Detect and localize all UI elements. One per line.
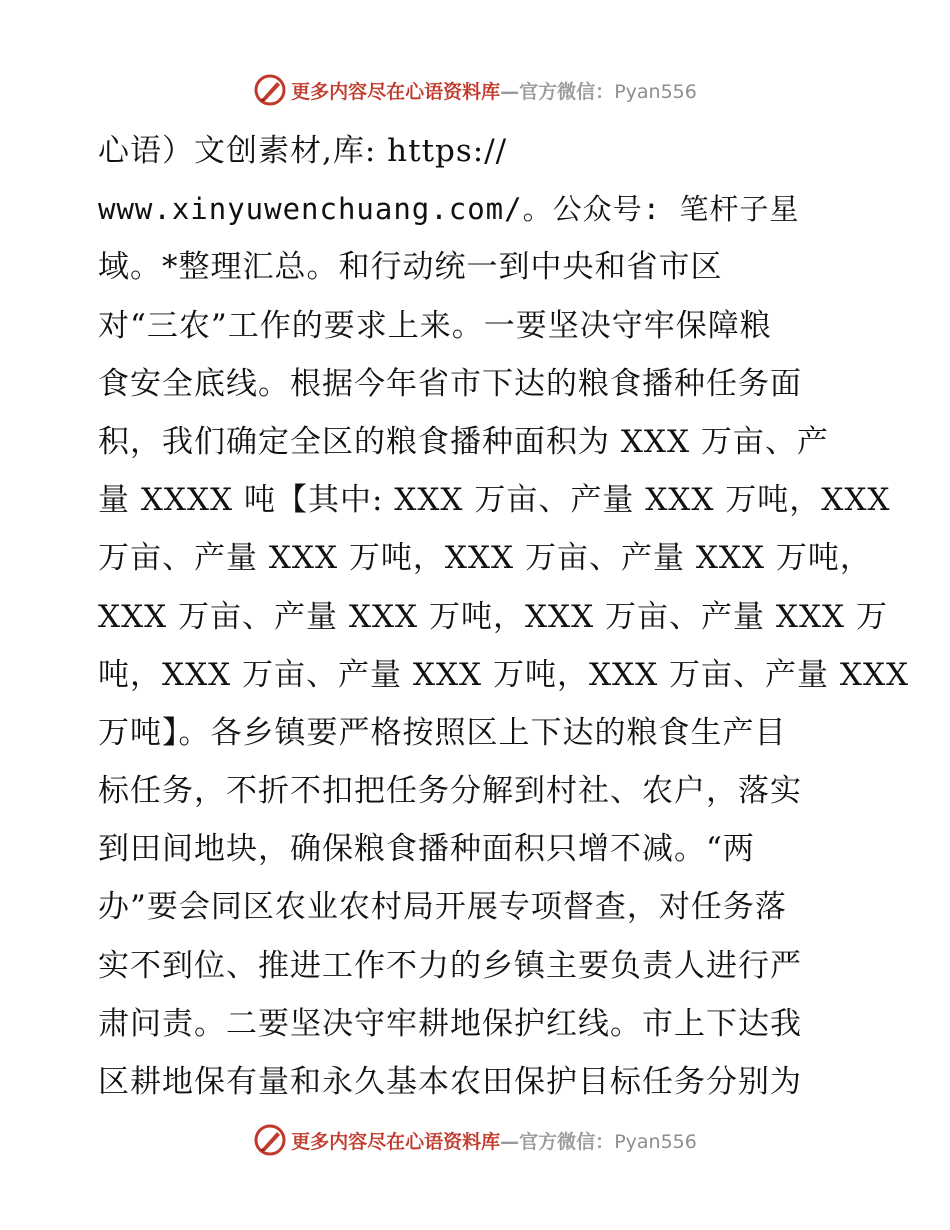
body-line-14: 办”要会同区农业农村局开展专项督查，对任务落 [98, 889, 787, 926]
pen-logo-icon [253, 73, 287, 107]
footer-separator: — [500, 1130, 520, 1153]
header-wechat-handle: Pyan556 [614, 80, 697, 103]
header-tagline: 更多内容尽在心语资料库 [291, 80, 501, 103]
pen-logo-icon [253, 1123, 287, 1157]
document-body [98, 122, 910, 1111]
header-wechat-label: 官方微信： [519, 80, 615, 103]
body-line-5: 食安全底线。根据今年省市下达的粮食播种任务面 [98, 365, 802, 402]
footer-watermark-banner [0, 1120, 950, 1160]
body-line-10: 吨，XXX 万亩、产量 XXX 万吨，XXX 万亩、产量 XXX [98, 656, 910, 693]
body-line-13: 到田间地块，确保粮食播种面积只增不减。“两 [98, 831, 755, 868]
footer-tagline: 更多内容尽在心语资料库 [291, 1130, 501, 1153]
body-line-8: 万亩、产量 XXX 万吨，XXX 万亩、产量 XXX 万吨， [98, 540, 872, 577]
header-watermark-banner [0, 70, 950, 110]
header-separator: — [500, 80, 520, 103]
body-line-17: 区耕地保有量和永久基本农田保护目标任务分别为 [98, 1064, 802, 1100]
body-line-6: 积，我们确定全区的粮食播种面积为 XXX 万亩、产 [98, 423, 829, 460]
body-line-16: 肃问责。二要坚决守牢耕地保护红线。市上下达我 [98, 1005, 802, 1042]
body-line-2: www.xinyuwenchuang.com/。公众号: 笔杆子星 [98, 192, 800, 227]
footer-wechat-handle: Pyan556 [614, 1130, 697, 1153]
body-line-1: 心语）文创素材,库: https:// [98, 133, 508, 169]
body-line-11: 万吨】。各乡镇要严格按照区上下达的粮食生产目 [98, 714, 787, 751]
body-line-9: XXX 万亩、产量 XXX 万吨，XXX 万亩、产量 XXX 万 [98, 598, 888, 635]
body-line-4: 对“三农”工作的要求上来。一要坚决守牢保障粮 [98, 307, 772, 344]
body-line-12: 标任务，不折不扣把任务分解到村社、农户，落实 [98, 773, 802, 810]
body-line-15: 实不到位、推进工作不力的乡镇主要负责人进行严 [98, 947, 802, 984]
body-line-7: 量 XXXX 吨【其中: XXX 万亩、产量 XXX 万吨，XXX [98, 482, 891, 519]
body-line-3: 域。*整理汇总。和行动统一到中央和省市区 [98, 249, 723, 286]
footer-wechat-label: 官方微信： [519, 1130, 615, 1153]
